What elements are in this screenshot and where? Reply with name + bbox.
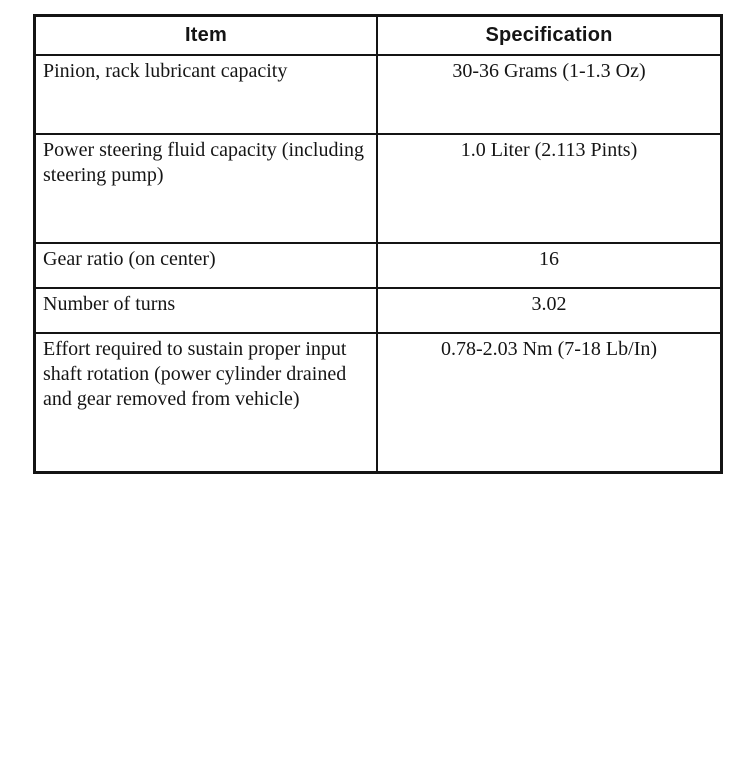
column-header-item: Item: [35, 16, 378, 56]
table-row: [35, 243, 722, 288]
item-cell: Number of turns: [35, 288, 378, 333]
spec-cell: 0.78-2.03 Nm (7-18 Lb/In): [377, 333, 722, 473]
item-cell: Power steering fluid capacity (including steering pump): [35, 134, 378, 243]
spec-cell: 1.0 Liter (2.113 Pints): [377, 134, 722, 243]
table-row: [35, 288, 722, 333]
header-row: [35, 16, 722, 56]
spec-cell: 16: [377, 243, 722, 288]
spec-cell: 30-36 Grams (1-1.3 Oz): [377, 55, 722, 134]
table-row: [35, 333, 722, 473]
item-cell: Effort required to sustain proper input shaft rotation (power cylinder drained and gear removed from vehicle): [35, 333, 378, 473]
specification-table-container: [33, 14, 699, 474]
table-row: [35, 55, 722, 134]
column-header-specification: Specification: [377, 16, 722, 56]
item-cell: Gear ratio (on center): [35, 243, 378, 288]
spec-cell: 3.02: [377, 288, 722, 333]
table-row: [35, 134, 722, 243]
specification-table: [33, 14, 723, 474]
item-cell: Pinion, rack lubricant capacity: [35, 55, 378, 134]
